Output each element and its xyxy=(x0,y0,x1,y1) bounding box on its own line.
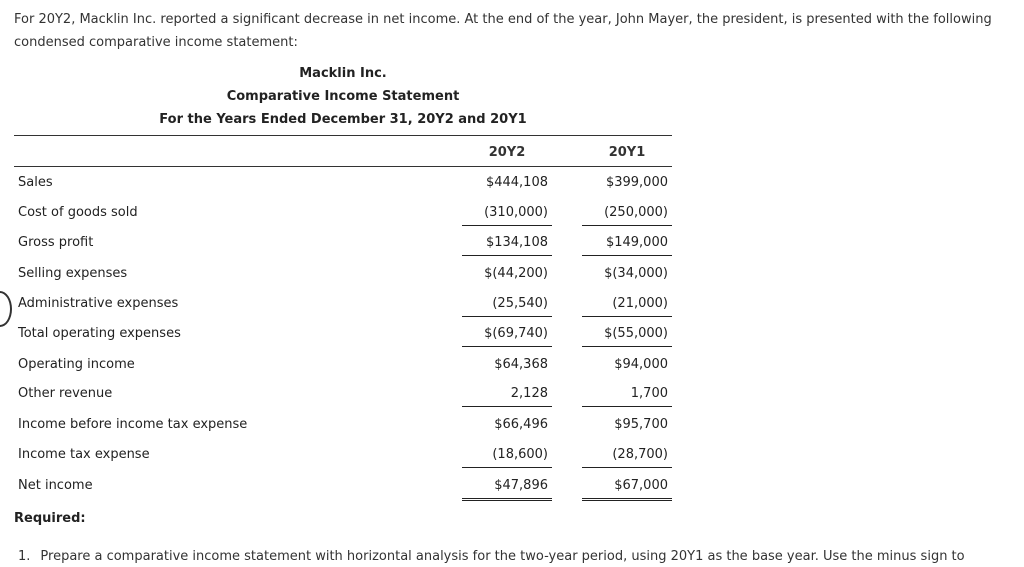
table-row xyxy=(0,318,672,348)
row-label: Total operating expenses xyxy=(18,326,181,341)
table-row xyxy=(0,167,672,197)
required-heading: Required: xyxy=(14,511,86,526)
row-value-20y2: (310,000) xyxy=(462,205,552,226)
row-label: Operating income xyxy=(18,357,135,372)
row-value-20y1: $149,000 xyxy=(582,235,672,256)
row-label: Sales xyxy=(18,175,53,190)
row-value-20y1: $94,000 xyxy=(614,357,668,372)
table-row xyxy=(0,349,672,379)
table-row xyxy=(0,197,672,227)
row-label: Selling expenses xyxy=(18,266,128,281)
requirement-text: Prepare a comparative income statement with horizontal analysis for the two-year period, using 20Y1 as the base year. Use the minus sign to xyxy=(40,549,965,564)
row-value-20y1: $95,700 xyxy=(614,417,668,432)
row-value-20y2: $64,368 xyxy=(494,357,548,372)
row-value-20y2: (18,600) xyxy=(462,447,552,468)
column-header-20y2: 20Y2 xyxy=(488,145,526,160)
company-name: Macklin Inc. xyxy=(299,66,387,81)
row-value-20y1: 1,700 xyxy=(582,386,672,407)
row-value-20y1: (21,000) xyxy=(582,296,672,317)
row-label: Net income xyxy=(18,478,93,493)
row-value-20y2: $66,496 xyxy=(494,417,548,432)
table-row xyxy=(0,439,672,469)
row-label: Gross profit xyxy=(18,235,94,250)
table-row xyxy=(0,288,672,318)
statement-title: Comparative Income Statement xyxy=(226,89,460,104)
requirement-number: 1. xyxy=(18,549,31,564)
requirement-1-text xyxy=(18,549,965,564)
table-row xyxy=(0,409,672,439)
statement-period: For the Years Ended December 31, 20Y2 and 20Y1 xyxy=(159,112,527,127)
row-value-20y1: $399,000 xyxy=(605,175,668,190)
row-value-20y2: $134,108 xyxy=(462,235,552,256)
column-header-20y1: 20Y1 xyxy=(608,145,646,160)
table-top-rule xyxy=(14,135,672,136)
row-value-20y2: $47,896 xyxy=(462,478,552,501)
row-value-20y2: 2,128 xyxy=(462,386,552,407)
table-row xyxy=(0,378,672,408)
row-value-20y2: $(69,740) xyxy=(462,326,552,347)
row-value-20y2: $(44,200) xyxy=(484,266,548,281)
row-label: Income tax expense xyxy=(18,447,150,462)
intro-paragraph: For 20Y2, Macklin Inc. reported a significant decrease in net income. At the end of the year, John Mayer, the president, is presented with the following condensed comparative income statement: xyxy=(14,12,992,50)
row-value-20y1: $(34,000) xyxy=(604,266,668,281)
row-value-20y1: (250,000) xyxy=(582,205,672,226)
row-value-20y1: $67,000 xyxy=(582,478,672,501)
row-value-20y1: (28,700) xyxy=(582,447,672,468)
row-value-20y2: $444,108 xyxy=(485,175,548,190)
row-label: Cost of goods sold xyxy=(18,205,138,220)
row-value-20y1: $(55,000) xyxy=(582,326,672,347)
row-label: Administrative expenses xyxy=(18,296,179,311)
table-row xyxy=(0,227,672,257)
row-value-20y2: (25,540) xyxy=(462,296,552,317)
row-label: Other revenue xyxy=(18,386,113,401)
table-row xyxy=(0,258,672,288)
table-row xyxy=(0,470,672,500)
row-label: Income before income tax expense xyxy=(18,417,248,432)
